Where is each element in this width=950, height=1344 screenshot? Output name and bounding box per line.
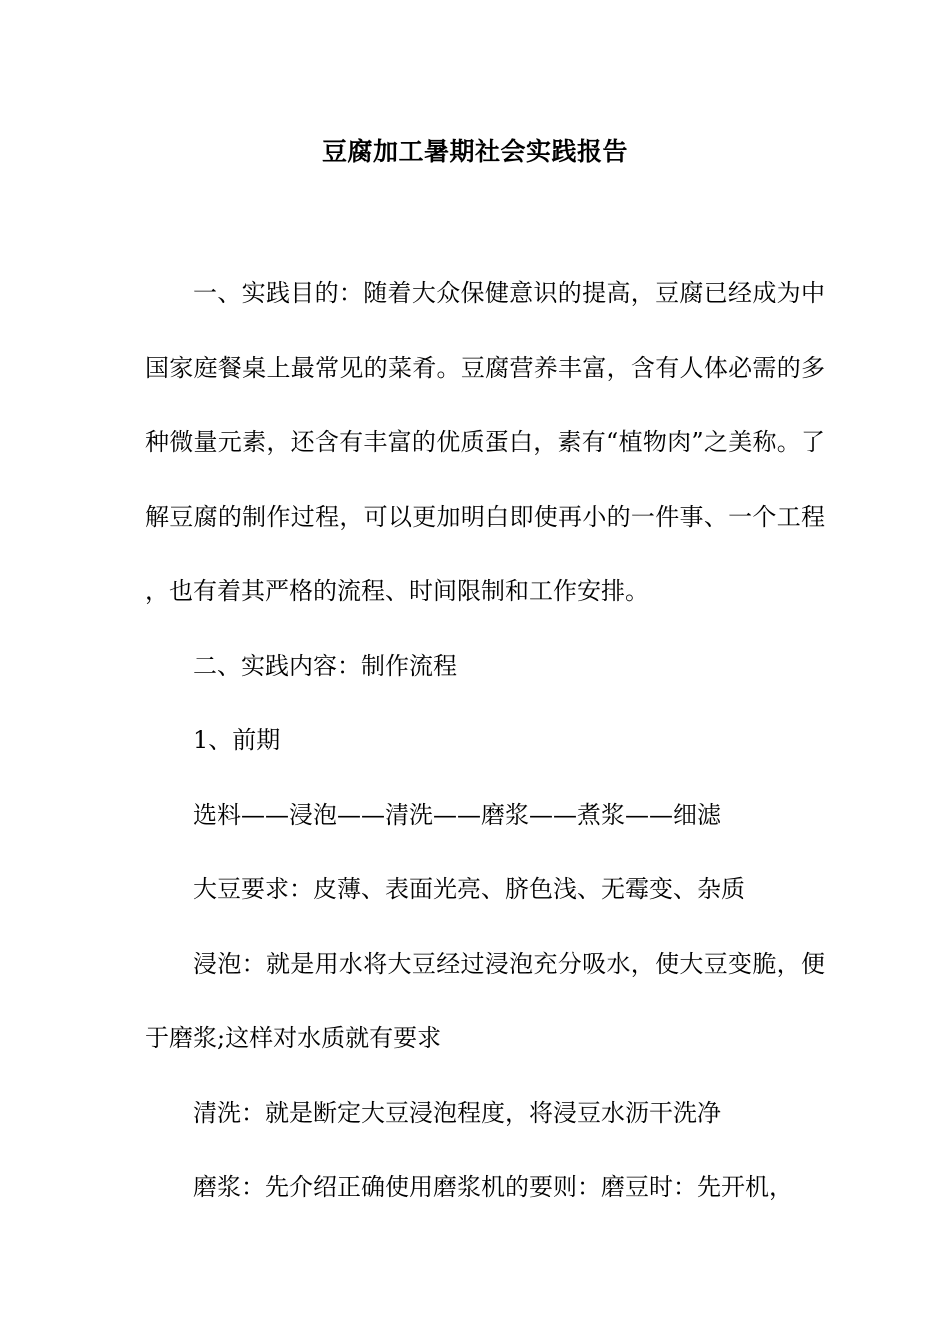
paragraph-early-stage: 1、前期 [193,726,281,754]
paragraph-soaking: 浸泡：就是用水将大豆经过浸泡充分吸水，使大豆变脆，便于磨浆;这样对水质就有要求 [145,949,825,1052]
paragraph-cleaning: 清洗：就是断定大豆浸泡程度，将浸豆水沥干洗净 [193,1098,721,1127]
paragraph-soybean-requirements: 大豆要求：皮薄、表面光亮、脐色浅、无霉变、杂质 [193,875,745,903]
paragraph-grinding: 磨浆：先介绍正确使用磨浆机的要则：磨豆时：先开机， [193,1173,793,1201]
document-body [145,256,825,1225]
document-title: 豆腐加工暑期社会实践报告 [321,137,628,166]
paragraph-content-heading: 二、实践内容：制作流程 [193,651,457,680]
paragraph-purpose: 一、实践目的：随着大众保健意识的提高，豆腐已经成为中国家庭餐桌上最常见的菜肴。豆腐营养丰富，含有人体必需的多种微量元素，还含有丰富的优质蛋白，素有“植物肉”之美称。了解豆腐的制作过程，可以更加明白即使再小的一件事、一个工程，也有着其严格的流程、时间限制和工作安排。 [145,279,825,605]
paragraph-process-flow: 选料——浸泡——清洗——磨浆——煮浆——细滤 [193,800,721,829]
